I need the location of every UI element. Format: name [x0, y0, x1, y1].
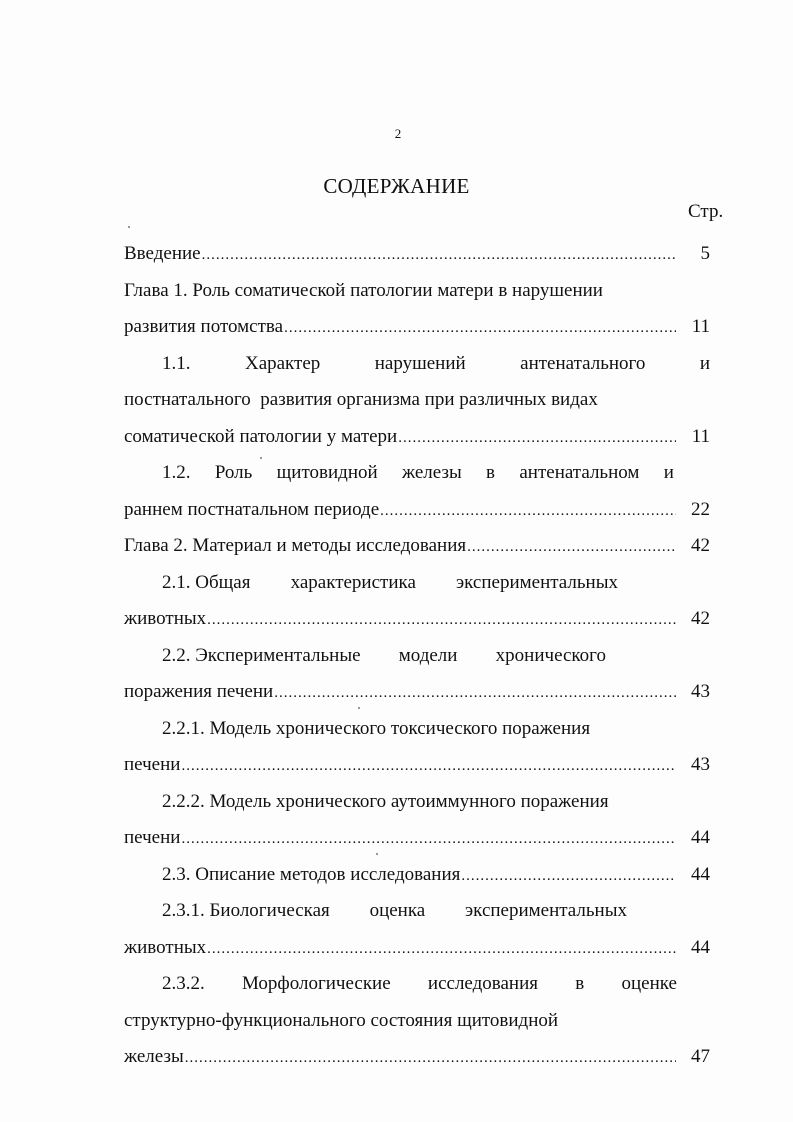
toc-entry-page: 42 [691, 535, 710, 556]
toc-entry-2-3-2[interactable] [124, 1039, 710, 1076]
toc-entry-label: поражения печени [124, 681, 274, 702]
word: антенатального [520, 352, 646, 374]
word: 1.1. [162, 352, 191, 374]
word: Характер [244, 352, 321, 374]
toc-entry-page: 42 [691, 608, 710, 629]
toc-entry-2-1-line1[interactable] [124, 565, 618, 602]
word: характеристика [290, 571, 416, 593]
word: 2.3.2. [162, 973, 205, 994]
toc-entry-2-2-line1[interactable] [124, 638, 606, 675]
toc-entry-label: печени [124, 827, 181, 848]
page-number: 2 [394, 126, 402, 141]
toc-entry-page: 43 [691, 681, 710, 702]
dot-leader [460, 858, 676, 895]
dot-leader [184, 1040, 676, 1077]
word: оценке [621, 973, 677, 994]
toc-entry-page: 5 [700, 243, 710, 264]
toc-entry-label: железы [124, 1046, 184, 1067]
toc-entry-label: животных [124, 936, 207, 958]
toc-entry-2-3-1[interactable] [124, 930, 710, 967]
word: щитовидной [276, 462, 378, 483]
word: хронического [495, 644, 606, 666]
word: исследования [427, 973, 539, 994]
toc-entry-2-3[interactable] [124, 857, 710, 894]
page-column-header: Стр. [688, 201, 724, 222]
toc-entry-label: развития потомства [124, 316, 284, 337]
toc-entry-label: Введение [124, 243, 201, 264]
word: 2.2. Экспериментальные [162, 644, 361, 666]
toc-entry-1-2[interactable] [124, 492, 710, 529]
toc-entry-2-1[interactable] [124, 601, 710, 638]
word: оценка [369, 900, 426, 921]
toc-entry-2-2-1[interactable] [124, 747, 710, 784]
toc-entry-2-2[interactable] [124, 674, 710, 711]
scan-speck [128, 226, 130, 228]
toc-entry-chapter1-line1[interactable]: Глава 1. Роль соматической патологии матери в нарушении [124, 279, 603, 301]
toc-entry-page: 47 [691, 1046, 710, 1067]
dot-leader [379, 493, 676, 530]
toc-entry-2-3-2-line2[interactable]: структурно-функционального состояния щитовидной [124, 1009, 559, 1031]
toc-entry-page: 11 [691, 316, 710, 337]
toc-entry-1-1[interactable] [124, 419, 710, 456]
toc-entry-page: 11 [691, 425, 710, 447]
toc-entry-page: 44 [691, 827, 710, 848]
word: и [699, 352, 710, 374]
scan-speck [260, 457, 262, 459]
word: экспериментальных [456, 571, 618, 593]
word: Роль [214, 462, 253, 483]
toc-entry-label: соматической патологии у матери [124, 425, 398, 447]
dot-leader [206, 931, 676, 968]
toc-entry-2-2-2[interactable] [124, 820, 710, 857]
dot-leader [180, 748, 676, 785]
toc-entry-intro[interactable] [124, 236, 710, 273]
table-of-contents [124, 236, 710, 1076]
toc-entry-label: Глава 2. Материал и методы исследования [124, 535, 467, 556]
dot-leader [273, 675, 676, 712]
dot-leader [283, 310, 676, 347]
toc-entry-1-1-line2[interactable]: постнатального развития организма при различных видах [124, 389, 598, 410]
toc-entry-page: 44 [691, 936, 710, 958]
toc-entry-page: 22 [691, 498, 710, 520]
toc-entry-chapter2[interactable] [124, 528, 710, 565]
toc-entry-2-3-1-line1[interactable] [124, 893, 627, 930]
toc-entry-page: 43 [691, 754, 710, 775]
toc-entry-2-2-1-line1[interactable]: 2.2.1. Модель хронического токсического поражения [162, 717, 591, 739]
toc-entry-chapter1[interactable] [124, 309, 710, 346]
toc-entry-2-3-2-line1[interactable] [124, 966, 677, 1003]
word: 2.3.1. Биологическая [162, 900, 330, 921]
word: нарушений [374, 352, 466, 374]
word: и [663, 462, 674, 483]
word: антенатальном [519, 462, 640, 483]
word: в [575, 973, 585, 994]
scan-speck [358, 707, 360, 709]
dot-leader [466, 529, 676, 566]
page-title: СОДЕРЖАНИЕ [323, 174, 470, 198]
toc-entry-label: животных [124, 608, 207, 629]
word: экспериментальных [465, 900, 627, 921]
toc-entry-1-1-line1[interactable] [124, 346, 710, 383]
toc-entry-label: печени [124, 754, 181, 775]
scan-speck [376, 853, 378, 855]
word: модели [398, 644, 458, 666]
word: Морфологические [242, 973, 391, 994]
toc-entry-label: раннем постнатальном периоде [124, 498, 380, 520]
word: 2.1. Общая [162, 571, 251, 593]
toc-entry-page: 44 [691, 863, 710, 885]
word: железы [401, 462, 462, 483]
toc-entry-label: 2.3. Описание методов исследования [162, 863, 461, 885]
toc-entry-2-2-2-line1[interactable]: 2.2.2. Модель хронического аутоиммунного поражения [162, 790, 609, 812]
dot-leader [201, 237, 676, 274]
toc-entry-1-2-line1[interactable] [124, 455, 674, 492]
word: в [486, 462, 496, 483]
dot-leader [397, 420, 676, 457]
word: 1.2. [162, 462, 191, 483]
dot-leader [180, 821, 676, 858]
dot-leader [206, 602, 676, 639]
